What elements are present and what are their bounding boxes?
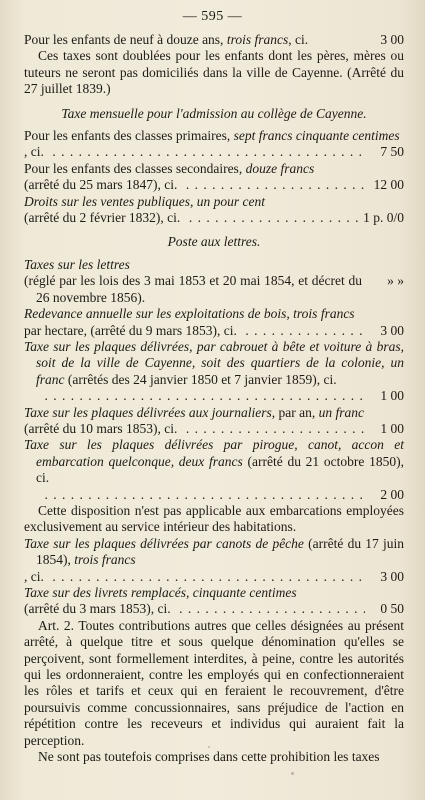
entry-text-after: , ci. [288,32,309,47]
paragraph-disposition: Cette disposition n'est pas applicable aux embarcations employées exclusivement au service intérieur des habitations. [24,502,404,535]
leader-dots [39,487,365,503]
entry-plaques-cabrouet: Taxe sur les plaques délivrées, par cabrouet à bête et voiture à bras, soit de la ville de Cayenne, soit des quartiers de la colonie, un franc (arrêtés des 24 janvier 1850 et 7 janvier 1859), ci. . . . 1 00 [24,339,404,405]
leader-dots [180,421,365,437]
leader-dots [240,323,365,339]
entry-amount: 1 00 [380,388,404,404]
entry-amount: 0 50 [380,601,404,617]
entry-enfants-neuf-douze [24,32,404,48]
entry-amount: 3 00 [380,568,404,584]
entry-amount: 7 50 [380,144,404,160]
paragraph-taxes-doublees: Ces taxes sont doublées pour les enfants dont les pères, mères ou tuteurs ne seront pas domiciliés dans la ville de Cayenne. (Arrêté du 27 juillet 1839.) [24,48,404,97]
entry-livrets-remplaces: Taxe sur des livrets remplacés, cinquante centimes (arrêté du 3 mars 1853), ci. . . . 0 50 [24,585,404,618]
entry-text: Pour les enfants de neuf à douze ans, [24,32,227,47]
leader-dots [180,177,365,193]
leader-dots [47,144,365,160]
leader-dots [39,388,365,404]
entry-amount: 3 00 [380,32,404,47]
leader-dots [183,210,365,226]
entry-redevance-bois: Redevance annuelle sur les exploitations de bois, trois francs par hectare, (arrêté du 9 mars 1853), ci. . . . 3 00 [24,306,404,339]
entry-classes-secondaires: Pour les enfants des classes secondaires, douze francs (arrêté du 25 mars 1847), ci. . . . 12 00 [24,161,404,194]
entry-plaques-pirogue: Taxe sur les plaques délivrées par pirogue, canot, accon et embarcation quelconque, deux francs (arrêté du 21 octobre 1850), ci. . . . 2 00 [24,437,404,503]
entry-italic: trois francs [226,32,289,47]
entry-amount: 3 00 [380,322,404,338]
entry-amount: 12 00 [373,177,404,193]
page-body [24,32,404,765]
paper-speck [291,772,294,775]
entry-amount: 1 p. 0/0 [363,210,404,226]
entry-taxes-lettres: Taxes sur les lettres (réglé par les lois des 3 mai 1853 et 20 mai 1854, et décret du 26 novembre 1856). » » [24,256,404,305]
entry-canots-peche: Taxe sur les plaques délivrées par canots de pêche (arrêté du 17 juin 1854), trois francs , ci. . . . 3 00 [24,536,404,585]
entry-amount: 1 00 [380,420,404,436]
entry-plaques-journaliers: Taxe sur les plaques délivrées aux journaliers, par an, un franc (arrêté du 10 mars 1853), ci. . . . 1 00 [24,405,404,438]
entry-amount: » » [387,273,404,289]
paragraph-prohibition: Ne sont pas toutefois comprises dans cette prohibition les taxes [38,749,380,765]
entry-ventes-publiques: Droits sur les ventes publiques, un pour cent (arrêté du 2 février 1832), ci. . . . 1 p. 0/0 [24,194,404,227]
paper-speck [208,746,210,748]
leader-dots [174,601,365,617]
page-number: — 595 — [182,9,243,24]
section-heading-college: Taxe mensuelle pour l'admission au collège de Cayenne. [61,105,367,121]
section-heading-poste: Poste aux lettres. [167,234,261,250]
entry-classes-primaires: Pour les enfants des classes primaires, sept francs cinquante centimes , ci. . . . 7 50 [24,128,404,161]
leader-dots [47,569,365,585]
entry-amount: 2 00 [380,486,404,502]
paragraph-article-2: Art. 2. Toutes contributions autres que celles désignées au présent arrêté, à quelque titre et sous quelque dénomination qu'elles se perçoivent, sont formellement interdites, à peine, contre les autorités qui les ordonneraient, contre les employés qui en confectionneraient les rôles et tarifs et ceux qui en feraient le recouvrement, d'être poursuivis comme concussionnaires, sans préjudice de l'action en répétition contre les receveurs et individus qui auraient fait la perception. [24,617,404,748]
